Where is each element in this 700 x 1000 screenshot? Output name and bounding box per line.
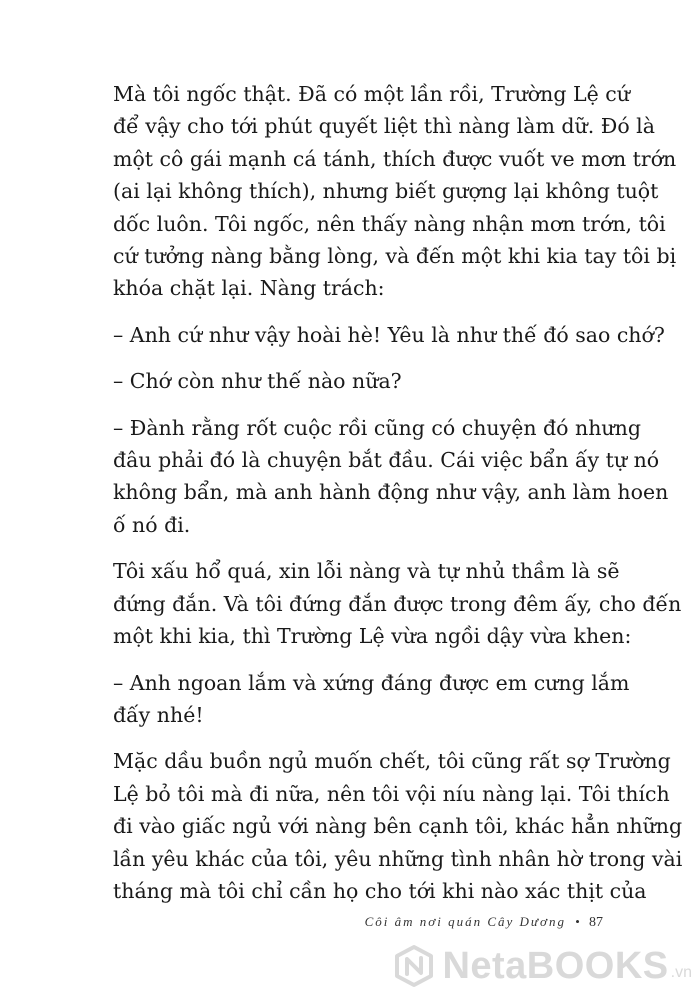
text-line: – Chớ còn như thế nào nữa? — [113, 369, 402, 394]
paragraph — [113, 745, 683, 907]
watermark-suffix: .vn — [670, 964, 692, 981]
text-line: (ai lại không thích), nhưng biết gượng lại không tuột — [113, 179, 659, 204]
text-line: lần yêu khác của tôi, yêu những tình nhân hờ trong vài — [113, 846, 683, 871]
text-line: ố nó đi. — [113, 512, 191, 537]
netabooks-logo-icon — [392, 944, 436, 988]
text-line: đứng đắn. Và tôi đứng đắn được trong đêm ấy, cho đến — [113, 591, 682, 616]
text-line: để vậy cho tới phút quyết liệt thì nàng làm dữ. Đó là — [113, 114, 655, 139]
page-number: 87 — [589, 915, 603, 930]
text-line: tháng mà tôi chỉ cần họ cho tới khi nào xác thịt của — [113, 878, 647, 903]
text-line: đấy nhé! — [113, 702, 204, 727]
running-footer — [0, 914, 603, 931]
text-line: đâu phải đó là chuyện bắt đầu. Cái việc bẩn ấy tự nó — [113, 448, 660, 473]
paragraph — [113, 667, 630, 732]
text-line: – Anh ngoan lắm và xứng đáng được em cưng lắm — [113, 670, 630, 695]
paragraph — [113, 78, 677, 305]
text-line: – Anh cứ như vậy hoài hè! Yêu là như thế đó sao chớ? — [113, 322, 665, 347]
running-title: Côi âm nơi quán Cây Dương — [364, 914, 566, 929]
footer-bullet: • — [575, 914, 580, 929]
text-line: Lệ bỏ tôi mà đi nữa, nên tôi vội níu nàng lại. Tôi thích — [113, 781, 670, 806]
text-line: Mà tôi ngốc thật. Đã có một lần rồi, Trường Lệ cứ — [113, 82, 630, 106]
paragraph — [113, 319, 665, 351]
text-line: dốc luôn. Tôi ngốc, nên thấy nàng nhận mơn trớn, tôi — [113, 211, 666, 236]
body-text — [113, 78, 683, 921]
text-line: Tôi xấu hổ quá, xin lỗi nàng và tự nhủ thầm là sẽ — [113, 559, 620, 584]
text-line: khóa chặt lại. Nàng trách: — [113, 276, 385, 301]
text-line: Mặc dầu buồn ngủ muốn chết, tôi cũng rất sợ Trường — [113, 749, 671, 774]
paragraph — [113, 412, 669, 542]
watermark-brand: NetaBOOKS — [442, 944, 669, 987]
paragraph — [113, 555, 682, 652]
text-line: đi vào giấc ngủ với nàng bên cạnh tôi, khác hẳn những — [113, 814, 683, 839]
text-line: một khi kia, thì Trường Lệ vừa ngồi dậy vừa khen: — [113, 624, 632, 649]
text-line: một cô gái mạnh cá tánh, thích được vuốt ve mơn trớn — [113, 146, 677, 171]
watermark — [392, 944, 692, 988]
text-line: – Đành rằng rốt cuộc rồi cũng có chuyện đó nhưng — [113, 415, 641, 440]
text-line: cứ tưởng nàng bằng lòng, và đến một khi kia tay tôi bị — [113, 244, 677, 269]
text-line: không bẩn, mà anh hành động như vậy, anh làm hoen — [113, 480, 669, 505]
paragraph — [113, 365, 603, 397]
